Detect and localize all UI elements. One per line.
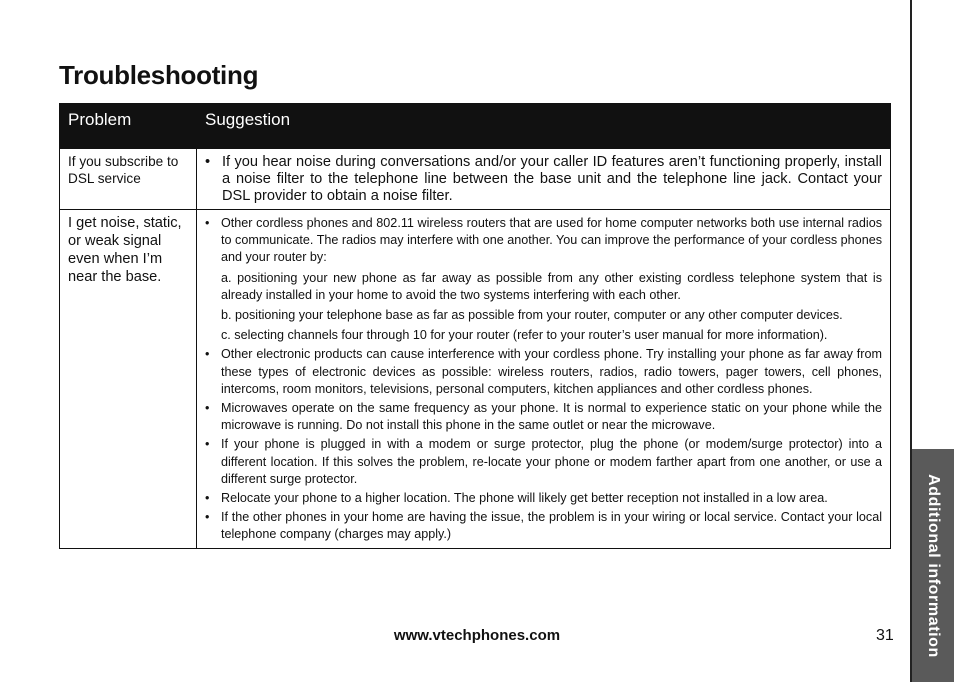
suggestion-text: If the other phones in your home are having the issue, the problem is in your wiring or local service. Contact your local telephone company (charges may apply.) bbox=[221, 510, 882, 542]
sub-suggestion-c: c. selecting channels four through 10 for your router (refer to your router’s user manual for more information). bbox=[221, 328, 828, 343]
suggestion-text: Other electronic products can cause interference with your cordless phone. Try installing your phone as far away from these types of electronic devices as possible: wireless routers, radios, radio towers, pager towers, cell phones, intercoms, room monitors, televisions, personal computers, kitchen appliances and other cordless phones. bbox=[221, 347, 882, 396]
sub-suggestion-b: b. positioning your telephone base as far as possible from your router, computer or any other computer devices. bbox=[221, 308, 843, 323]
suggestion-item bbox=[205, 490, 882, 507]
footer-website-link[interactable]: www.vtechphones.com bbox=[393, 627, 561, 644]
suggestion-text: Relocate your phone to a higher location. The phone will likely get better reception not installed in a low area. bbox=[221, 491, 828, 506]
sub-suggestion-a: a. positioning your new phone as far away as possible from any other existing cordless telephone system that is already installed in your home to avoid the two systems interfering with each other. bbox=[221, 270, 882, 302]
table-row bbox=[60, 149, 891, 210]
problem-cell: I get noise, static, or weak signal even when I’m near the base. bbox=[60, 210, 197, 549]
page-number: 31 bbox=[876, 627, 894, 644]
suggestion-item bbox=[205, 400, 882, 434]
suggestion-list bbox=[205, 215, 882, 544]
suggestion-list bbox=[205, 154, 882, 205]
suggestion-item bbox=[205, 346, 882, 398]
section-side-tab bbox=[912, 449, 954, 682]
problem-cell: If you subscribe to DSL service bbox=[60, 149, 197, 210]
suggestion-item bbox=[205, 436, 882, 488]
side-tab-label: Additional information bbox=[925, 474, 942, 658]
header-suggestion: Suggestion bbox=[197, 104, 891, 149]
suggestion-item bbox=[205, 154, 882, 205]
suggestion-text: Other cordless phones and 802.11 wireless routers that are used for home computer networks both use internal radios to communicate. The radios may interfere with one another. You can improve the performance of your cordless phones and your router by: bbox=[221, 216, 882, 265]
table-header-row bbox=[60, 104, 891, 149]
suggestion-item bbox=[205, 509, 882, 543]
suggestion-cell bbox=[197, 210, 891, 549]
suggestion-item bbox=[205, 215, 882, 344]
troubleshooting-table bbox=[59, 103, 891, 549]
suggestion-text: If you hear noise during conversations and/or your caller ID features aren’t functioning properly, install a noise filter to the telephone line between the base unit and the telephone line jack. Contact your DSL provider to obtain a noise filter. bbox=[222, 154, 882, 204]
suggestion-text: If your phone is plugged in with a modem or surge protector, plug the phone (or modem/surge protector) into a different location. If this solves the problem, re-locate your phone or modem farther apart from one another, or use a different surge protector. bbox=[221, 437, 882, 486]
suggestion-text: Microwaves operate on the same frequency as your phone. It is normal to experience static on your phone while the microwave is running. Do not install this phone in the same outlet or near the microwave. bbox=[221, 401, 882, 433]
header-problem: Problem bbox=[60, 104, 197, 149]
table-row bbox=[60, 210, 891, 549]
page-title: Troubleshooting bbox=[59, 60, 259, 90]
suggestion-cell bbox=[197, 149, 891, 210]
